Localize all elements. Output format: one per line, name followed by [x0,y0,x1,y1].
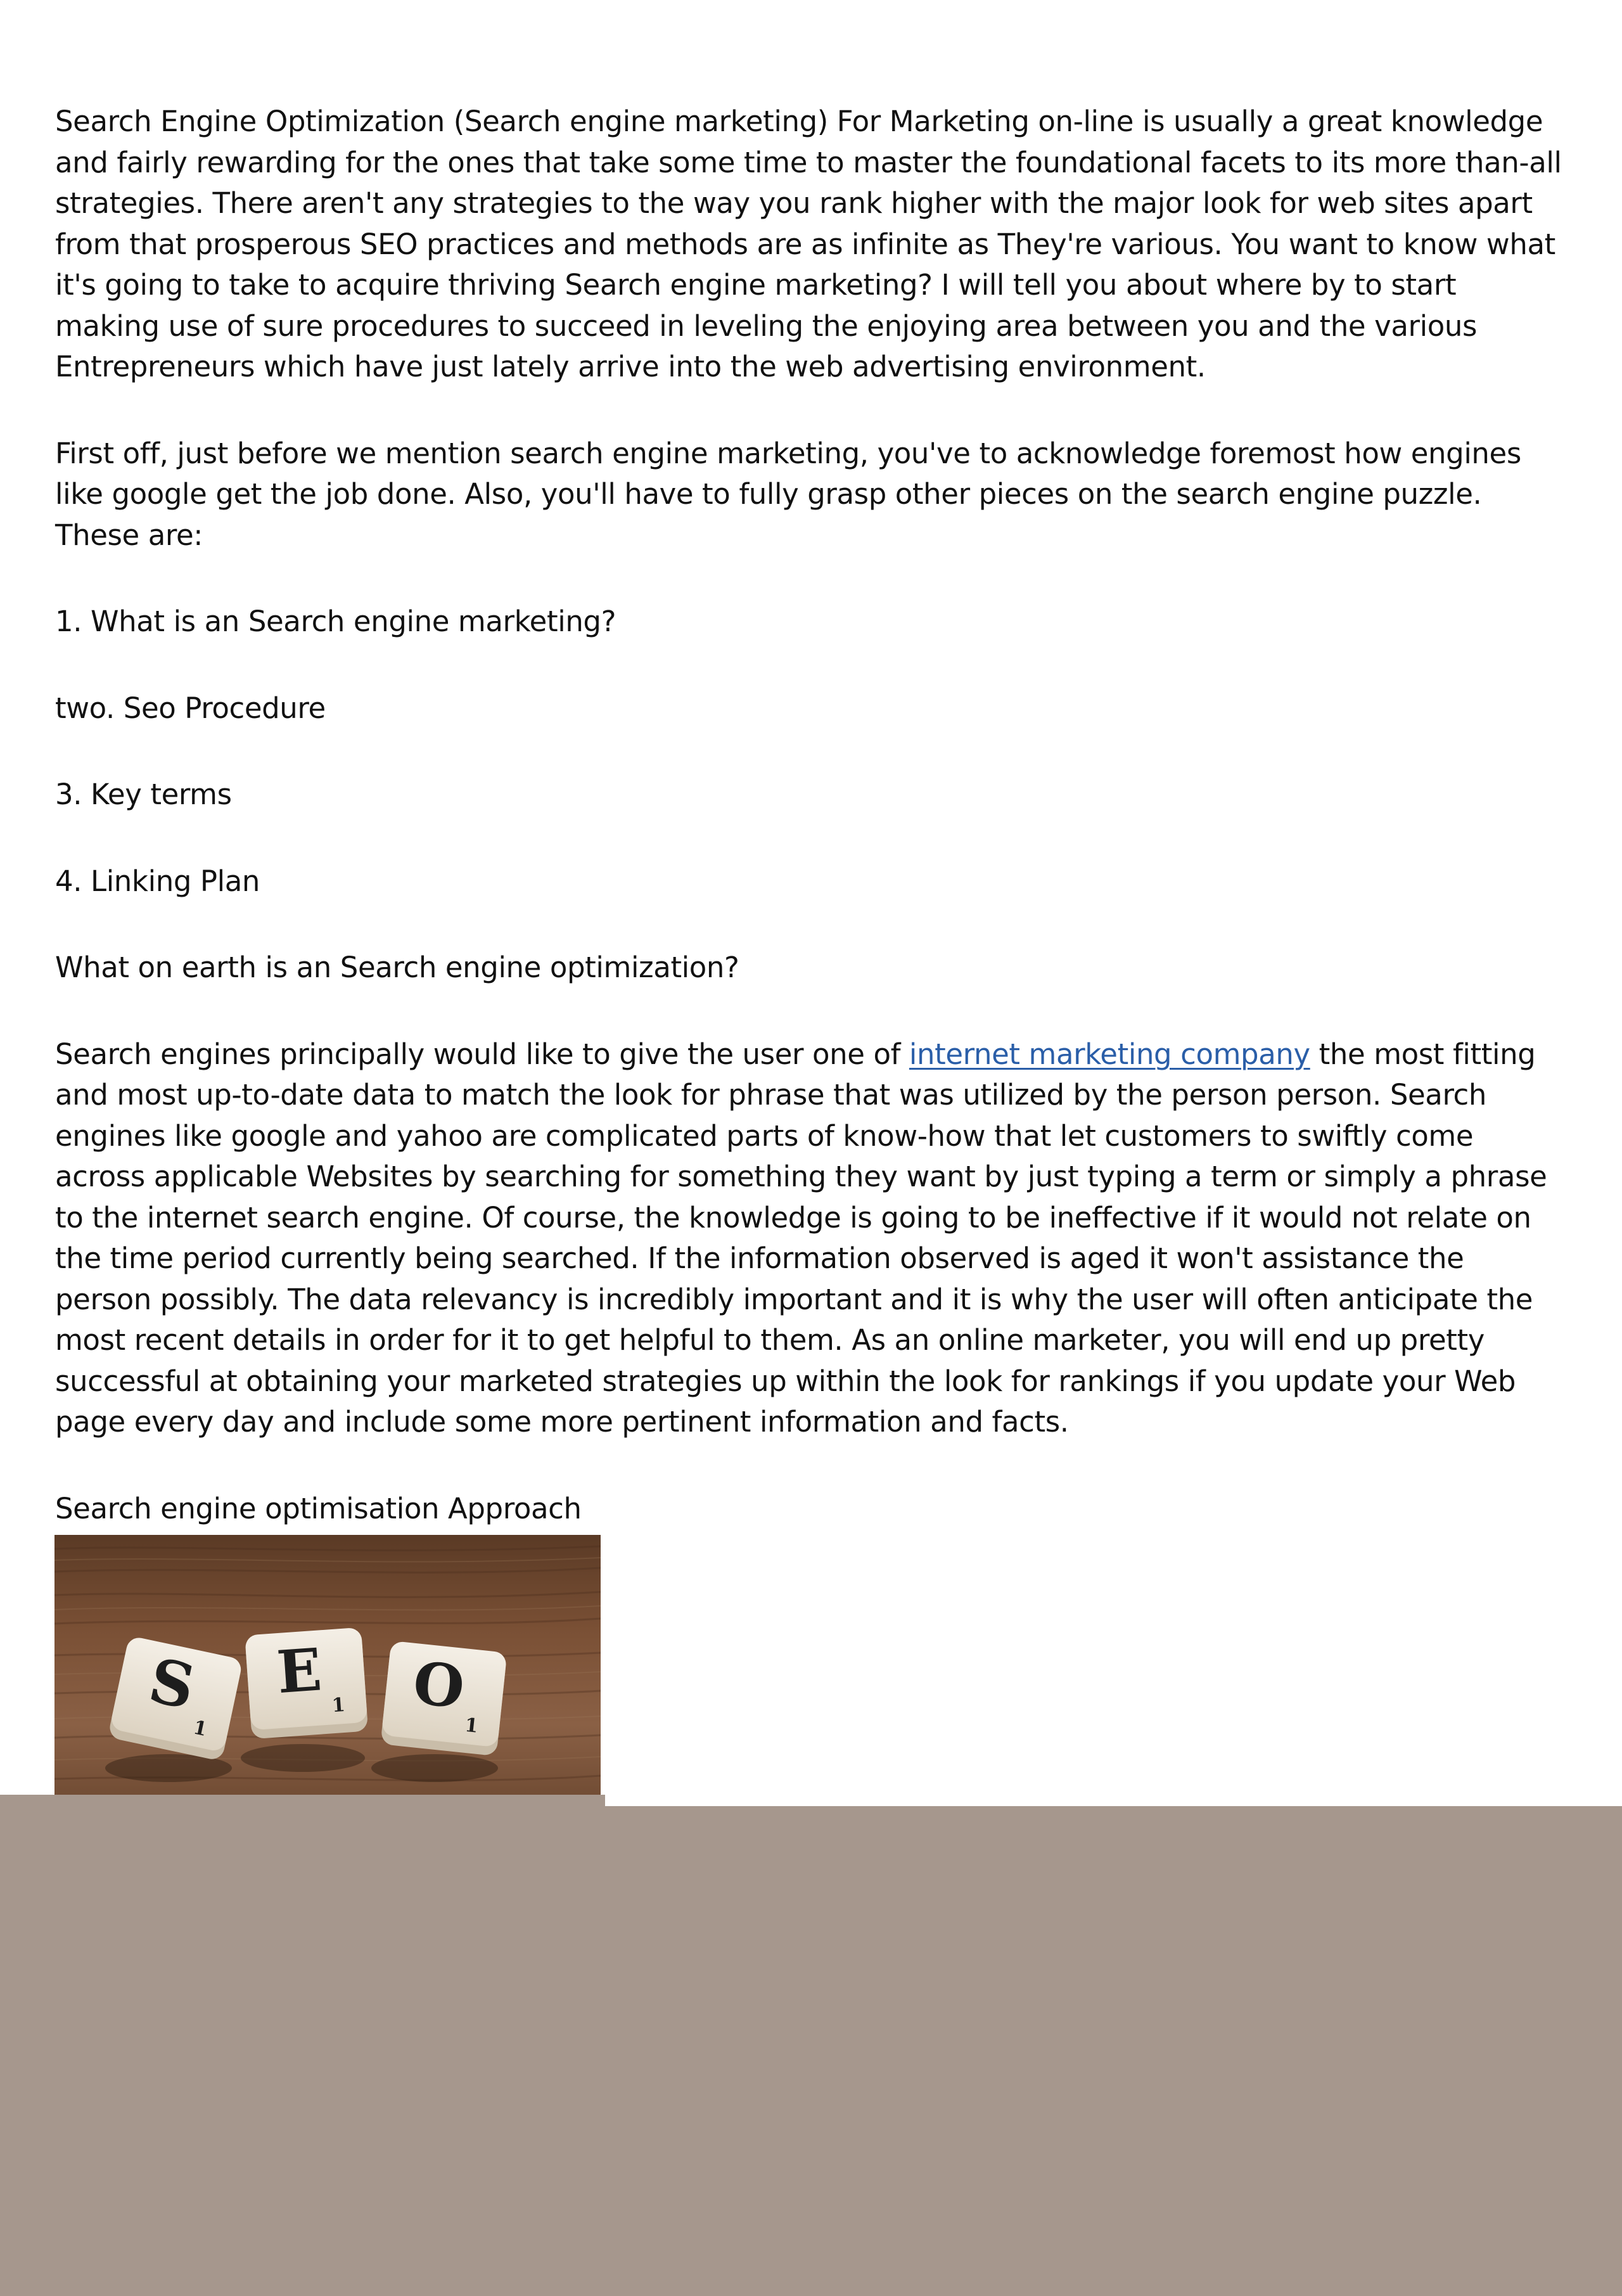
document-body [55,101,1567,1575]
intro-paragraph: Search Engine Optimization (Search engine marketing) For Marketing on-line is usually a great knowledge and fairly rewarding for the ones that take some time to master the foundational facets to its more than-all strategies. There aren't any strategies to the way you rank higher with the major look for web sites apart from that prosperous SEO practices and methods are as infinite as They're various. You want to know what it's going to take to acquire thriving Search engine marketing? I will tell you about where by to start making use of sure procedures to succeed in leveling the enjoying area between you and the various Entrepreneurs which have just lately arrive into the web advertising environment. [55,105,1562,383]
overlay-notch [605,1795,1622,1806]
tile-o [380,1641,507,1756]
tile-subscript: 1 [331,1693,346,1717]
tile-e [245,1627,368,1739]
seo-scrabble-tiles-image [54,1535,601,1806]
tile-subscript: 1 [463,1714,480,1738]
section-heading-what: What on earth is an Search engine optimization? [55,951,739,984]
list-item-4: 4. Linking Plan [55,864,260,898]
list-item-2: two. Seo Procedure [55,691,326,725]
tile-letter: E [274,1635,324,1707]
search-engines-paragraph [55,1034,1567,1443]
paragraph-text-before-link: Search engines principally would like to give the user one of [55,1037,909,1071]
page-overlay-panel [0,1795,1622,2296]
tile-subscript: 1 [191,1716,209,1741]
internet-marketing-company-link[interactable]: internet marketing company [909,1037,1310,1071]
tile-letter: O [410,1648,468,1722]
section-heading-approach: Search engine optimisation Approach [55,1491,582,1525]
first-off-paragraph: First off, just before we mention search engine marketing, you've to acknowledge foremost how engines like google get the job done. Also, you'll have to fully grasp other pieces on the search engine puzzle. These are: [55,436,1521,552]
list-item-3: 3. Key terms [55,778,232,811]
tile-letter: S [143,1644,201,1724]
paragraph-text-after-link: the most fitting and most up-to-date data to match the look for phrase that was utilized by the person person. Search engines like google and yahoo are complicated parts of know-how that let customers to swiftly come across applicable Websites by searching for something they want by just typing a term or simply a phrase to the internet search engine. Of course, the knowledge is going to be ineffective if it would not relate on the time period currently being searched. If the information observed is aged it won't assistance the person possibly. The data relevancy is incredibly important and it is why the user will often anticipate the most recent details in order for it to get helpful to them. As an online marketer, you will end up pretty successful at obtaining your marketed strategies up within the look for rankings if you update your Web page every day and include some more pertinent information and facts. [55,1037,1547,1439]
list-item-1: 1. What is an Search engine marketing? [55,605,616,638]
